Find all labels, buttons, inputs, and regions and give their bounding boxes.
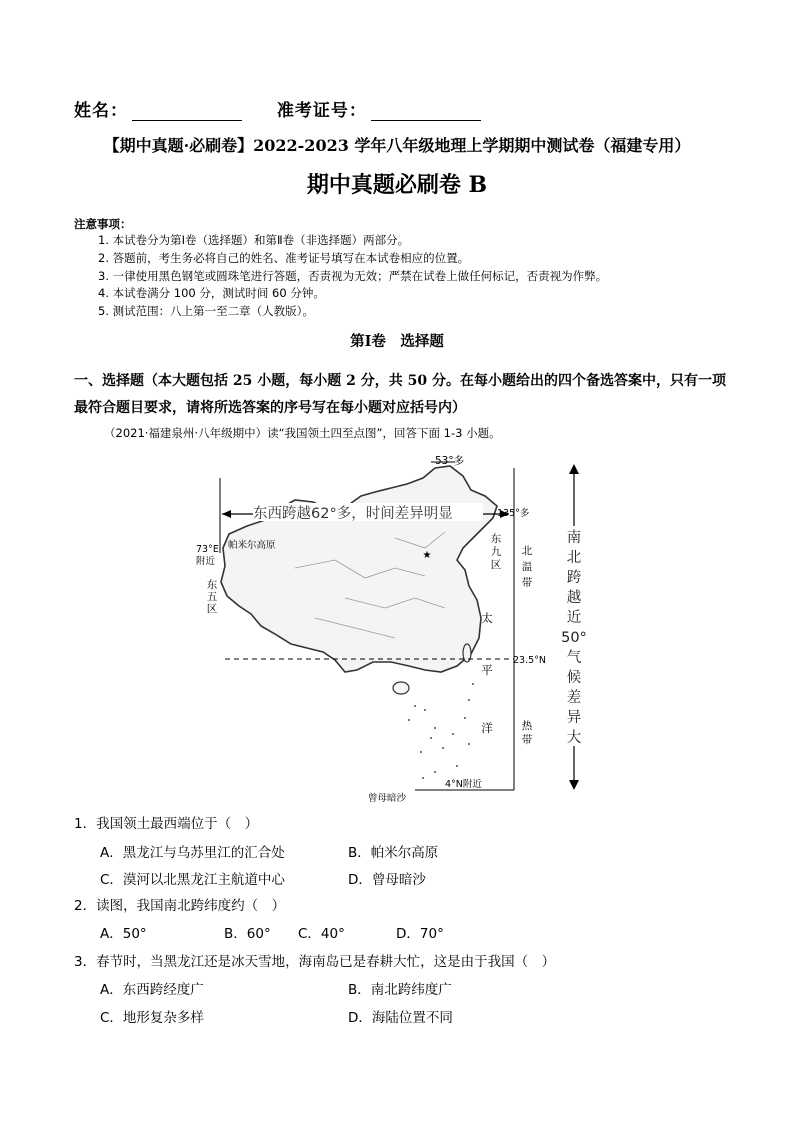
west-near-label: 附近 bbox=[196, 556, 216, 567]
svg-text:带: 带 bbox=[521, 577, 533, 589]
ns-arrowhead-bottom bbox=[569, 780, 579, 790]
ew-arrowhead-left bbox=[222, 510, 231, 518]
svg-text:洋: 洋 bbox=[481, 721, 493, 735]
option-item[interactable]: C．地形复杂多样 bbox=[100, 1010, 204, 1026]
svg-text:越: 越 bbox=[566, 590, 582, 606]
svg-text:50°: 50° bbox=[561, 630, 587, 646]
hainan-island bbox=[393, 682, 409, 694]
svg-text:区: 区 bbox=[206, 603, 218, 615]
svg-text:候: 候 bbox=[566, 670, 582, 686]
svg-text:区: 区 bbox=[490, 559, 502, 571]
option-item[interactable]: A．东西跨经度广 bbox=[100, 982, 204, 998]
svg-text:气: 气 bbox=[566, 650, 582, 666]
note-item: 4. 本试卷满分 100 分，测试时间 60 分钟。 bbox=[98, 286, 325, 301]
exam-title: 【期中真题·必刷卷】2022-2023 学年八年级地理上学期期中测试卷（福建专用） bbox=[103, 136, 691, 155]
name-blank[interactable] bbox=[132, 104, 242, 121]
pamir-label: 帕米尔高原 bbox=[228, 540, 276, 551]
svg-text:太: 太 bbox=[481, 611, 493, 625]
paper-subtitle: 期中真题必刷卷 B bbox=[306, 172, 488, 198]
west-lon-label: 73°E bbox=[196, 544, 219, 555]
option-item[interactable]: D．曾母暗沙 bbox=[348, 872, 426, 888]
exam-id-blank[interactable] bbox=[371, 104, 481, 121]
svg-text:大: 大 bbox=[566, 730, 582, 746]
option-item[interactable]: A．50° bbox=[100, 926, 147, 942]
option-item[interactable]: B．60° bbox=[224, 926, 271, 942]
pacific-label bbox=[481, 611, 493, 735]
question-stem: 3．春节时，当黑龙江还是冰天雪地，海南岛已是春耕大忙，这是由于我国（ ） bbox=[74, 954, 556, 970]
question-stem: 1．我国领土最西端位于（ ） bbox=[74, 816, 259, 832]
note-item: 1. 本试卷分为第Ⅰ卷（选择题）和第Ⅱ卷（非选择题）两部分。 bbox=[98, 233, 410, 247]
svg-text:五: 五 bbox=[206, 591, 218, 603]
option-item[interactable]: B．帕米尔高原 bbox=[348, 845, 439, 861]
svg-text:温: 温 bbox=[521, 561, 533, 573]
note-item: 3. 一律使用黑色钢笔或圆珠笔进行答题，否责视为无效；严禁在试卷上做任何标记，否责视为作弊。 bbox=[98, 268, 608, 283]
south-lat-label: 4°N附近 bbox=[445, 779, 482, 790]
svg-text:热: 热 bbox=[521, 720, 533, 732]
north-point-label: 53°多 bbox=[435, 455, 465, 467]
south-sea-islands bbox=[408, 683, 474, 779]
svg-text:南: 南 bbox=[566, 530, 582, 546]
note-item: 5. 测试范围：八上第一至二章（人教版）。 bbox=[98, 304, 314, 319]
capital-star-icon: ★ bbox=[422, 550, 432, 561]
svg-text:差: 差 bbox=[566, 690, 582, 706]
option-item[interactable]: D．70° bbox=[396, 926, 444, 942]
china-extremities-map bbox=[195, 448, 595, 808]
ns-arrowhead-top bbox=[569, 464, 579, 474]
tropical-zone-label bbox=[522, 719, 533, 746]
notes-list bbox=[98, 232, 607, 321]
svg-text:东: 东 bbox=[490, 533, 502, 545]
svg-text:北: 北 bbox=[521, 545, 533, 557]
china-outline bbox=[221, 466, 497, 672]
source-note: （2021·福建泉州·八年级期中）读“我国领土四至点图”，回答下面 1-3 小题。 bbox=[104, 426, 501, 440]
svg-text:平: 平 bbox=[481, 663, 493, 677]
north-temperate-label bbox=[522, 545, 533, 589]
option-item[interactable]: C．40° bbox=[298, 926, 345, 942]
notes-heading: 注意事项： bbox=[74, 217, 132, 231]
svg-text:近: 近 bbox=[566, 610, 582, 626]
svg-text:东: 东 bbox=[206, 579, 218, 591]
exam-id-label: 准考证号： bbox=[276, 101, 367, 121]
svg-text:带: 带 bbox=[521, 734, 533, 746]
option-item[interactable]: C．漠河以北黑龙江主航道中心 bbox=[100, 872, 285, 888]
question-stem: 2．读图，我国南北跨纬度约（ ） bbox=[74, 898, 286, 914]
east5-label bbox=[207, 578, 218, 615]
east9-label bbox=[491, 532, 502, 571]
part-intro: 一、选择题（本大题包括 25 小题，每小题 2 分，共 50 分。在每小题给出的四个备选答案中，只有一项最符合题目要求，请将所选答案的序号写在每小题对应括号内） bbox=[74, 373, 726, 416]
ew-span-label: 东西跨越62°多，时间差异明显 bbox=[253, 506, 453, 522]
svg-text:异: 异 bbox=[566, 710, 582, 726]
candidate-header bbox=[74, 96, 485, 121]
name-label: 姓名： bbox=[74, 101, 128, 121]
option-item[interactable]: A．黑龙江与乌苏里江的汇合处 bbox=[100, 845, 285, 861]
section-title: 第Ⅰ卷 选择题 bbox=[350, 333, 444, 350]
svg-text:跨: 跨 bbox=[566, 570, 582, 586]
svg-text:九: 九 bbox=[490, 546, 502, 558]
option-item[interactable]: B．南北跨纬度广 bbox=[348, 982, 452, 998]
svg-text:北: 北 bbox=[566, 550, 582, 566]
note-item: 2. 答题前，考生务必将自己的姓名、准考证号填写在本试卷相应的位置。 bbox=[98, 250, 470, 265]
zengmu-label: 曾母暗沙 bbox=[368, 793, 407, 804]
tropic-lat-label: 23.5°N bbox=[513, 655, 547, 666]
east-point-label: 135°多 bbox=[497, 508, 530, 519]
option-item[interactable]: D．海陆位置不同 bbox=[348, 1010, 453, 1026]
